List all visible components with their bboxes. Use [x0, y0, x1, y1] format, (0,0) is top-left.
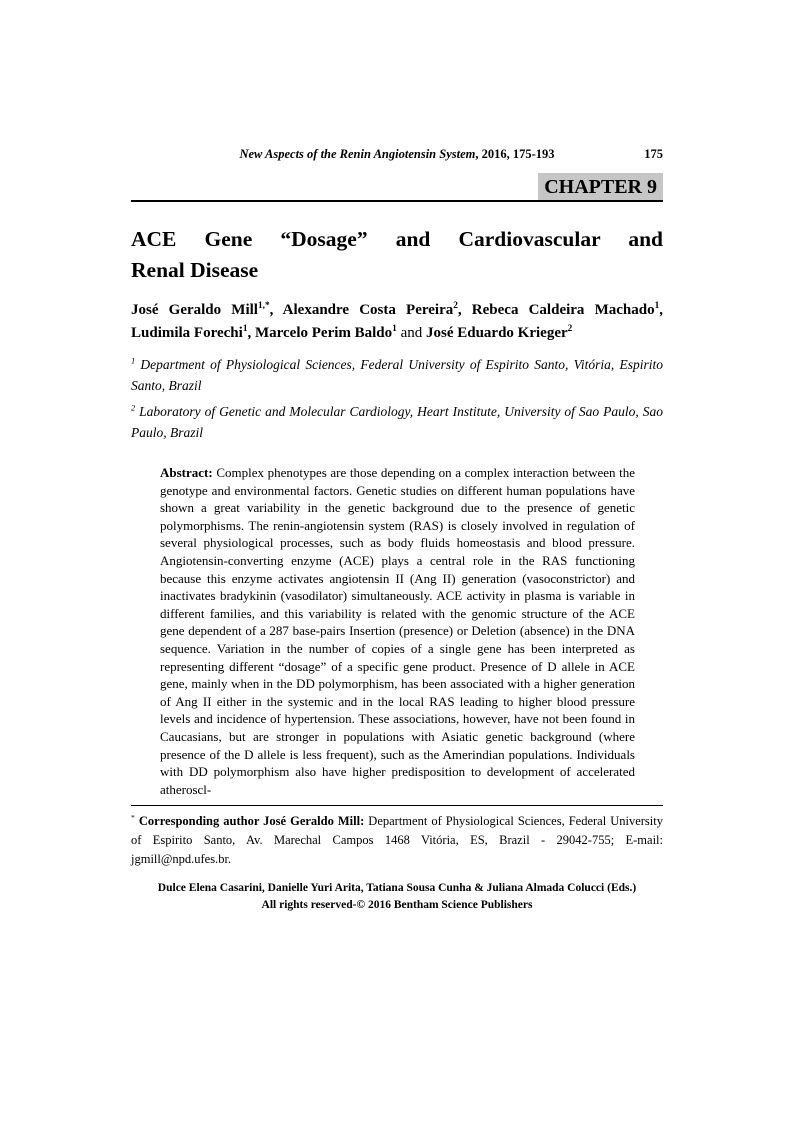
- header-rule: [131, 173, 663, 202]
- chapter-title-line2: Renal Disease: [131, 258, 259, 282]
- affiliation-1: $^1$ Department of Physiological Sciences, Federal University of Espirito Santo, Vitória, Espirito Santo, Brazil: [131, 356, 663, 393]
- abstract-paragraph: Abstract: Complex phenotypes are those depending on a complex interaction between the genotype and environmental factors. Genetic studies on different human populations have shown a great variability in the genetic background due to the presence of genetic polymorphisms. The renin-angiotensin system (RAS) is closely involved in regulation of several physiological processes, such as body fluids homeostasis and blood pressure. Angiotensin-converting enzyme (ACE) plays a central role in the RAS functioning because this enzyme activates angiotensin II (Ang II) generation (vasoconstrictor) and inactivates bradykinin (vasodilator) simultaneously. ACE activity in plasma is variable in different families, and this variability is related with the genomic structure of the ACE gene dependent of a 287 base-pairs Insertion (presence) or Deletion (absence) in the DNA sequence. Variation in the number of copies of a single gene has been interpreted as representing different “dosage” of a specific gene product. Presence of D allele in ACE gene, mainly when in the DD polymorphism, has been associated with a higher generation of Ang II either in the systemic and in the local RAS leading to higher blood pressure levels and incidence of hypertension. These associations, however, have not been found in Caucasians, but are stronger in populations with Asiatic genetic background (where presence of the D allele is less frequent), such as the Amerindian populations. Individuals with DD polymorphism also have higher predisposition to development of accelerated atheroscl-: [160, 465, 635, 797]
- authors-line: José Geraldo Mill$^{1,*}$, Alexandre Costa Pereira$^2$, Rebeca Caldeira Machado$^1$, Ludimila Forechi$^1$, Marcelo Perim Baldo$^1$ and José Eduardo Krieger$^2$: [131, 301, 663, 341]
- copyright-line: All rights reserved-© 2016 Bentham Science Publishers: [261, 899, 533, 912]
- footnote-rule: [131, 805, 663, 806]
- editors-line: Dulce Elena Casarini, Danielle Yuri Arita, Tatiana Sousa Cunha & Juliana Almada Colucci (Eds.): [157, 882, 637, 895]
- page-content: [131, 147, 663, 914]
- chapter-badge: CHAPTER 9: [538, 173, 663, 200]
- running-head-title: New Aspects of the Renin Angiotensin System, 2016, 175-193: [239, 147, 555, 161]
- corresponding-author-footnote: * Corresponding author José Geraldo Mill: Department of Physiological Sciences, Federal University of Espirito Santo, Av. Marechal Campos 1468 Vitória, ES, Brazil - 29042-755; E-mail: jgmill@npd.ufes.br.: [131, 813, 663, 867]
- affiliation-2: $^2$ Laboratory of Genetic and Molecular Cardiology, Heart Institute, University of Sao Paulo, Sao Paulo, Brazil: [131, 403, 663, 440]
- page-number: 175: [644, 147, 663, 161]
- chapter-title: [131, 224, 663, 286]
- publisher-block: [131, 880, 663, 914]
- chapter-title-line1: ACE Gene “Dosage” and Cardiovascular and: [131, 227, 663, 251]
- running-head: [131, 147, 663, 162]
